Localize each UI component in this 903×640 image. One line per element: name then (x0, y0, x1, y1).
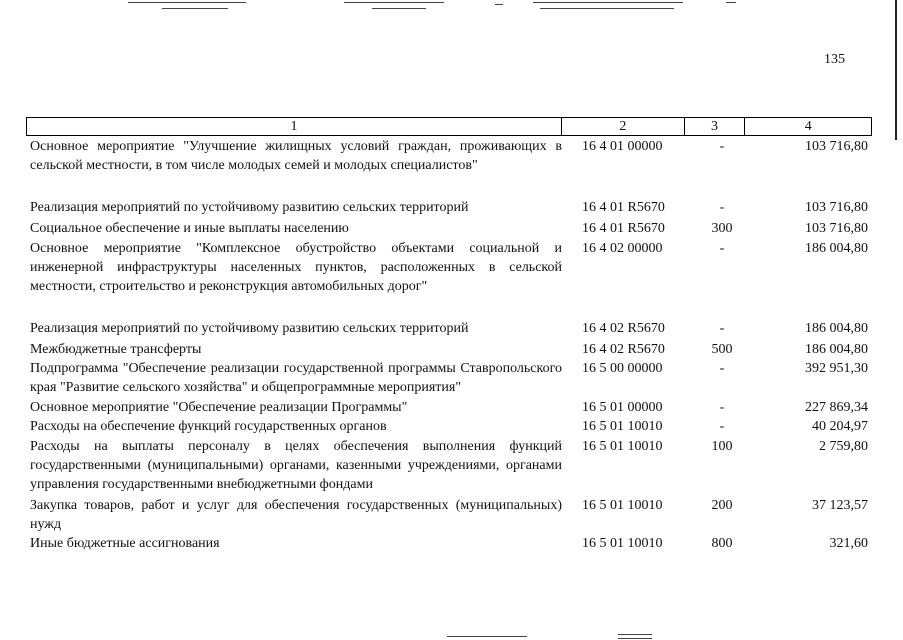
row-amount: 103 716,80 (805, 139, 868, 154)
scan-artifact-line (618, 634, 652, 635)
row-code: 16 5 01 10010 (582, 536, 663, 551)
page-number: 135 (824, 52, 845, 67)
row-amount: 40 204,97 (812, 419, 868, 434)
row-type: - (719, 419, 725, 434)
row-name: Реализация мероприятий по устойчивому развитию сельских территорий (30, 200, 469, 215)
table-row (30, 398, 872, 417)
row-name: Основное мероприятие "Улучшение жилищных условий граждан, проживающих в сельской местности, в том числе молодых семей и молодых специалистов" (30, 139, 562, 173)
row-name: Подпрограмма "Обеспечение реализации государственной программы Ставропольского края "Развитие сельского хозяйства" и общепрограммные мероприятия" (30, 361, 562, 395)
header-cell-4: 4 (745, 118, 872, 136)
header-cell-1: 1 (27, 118, 562, 136)
table-row (30, 417, 872, 436)
row-code: 16 4 02 R5670 (582, 321, 665, 336)
table-row (30, 340, 872, 359)
column-number-header (26, 117, 872, 136)
row-amount: 186 004,80 (805, 321, 868, 336)
scan-artifact-line (495, 4, 503, 5)
row-amount: 2 759,80 (819, 439, 868, 454)
budget-table-body (30, 137, 872, 553)
row-type: - (719, 400, 725, 415)
row-amount: 227 869,34 (805, 400, 868, 415)
table-row (30, 496, 872, 534)
scan-artifact-line (372, 8, 426, 9)
row-code: 16 5 01 10010 (582, 439, 663, 454)
scan-artifact-line (162, 8, 228, 9)
scan-artifact-line (618, 638, 652, 639)
row-type: 500 (711, 342, 733, 357)
scan-artifact-line (344, 2, 444, 3)
table-row (30, 534, 872, 553)
scan-artifact-line (540, 8, 674, 9)
row-name: Межбюджетные трансферты (30, 342, 202, 357)
row-name: Социальное обеспечение и иные выплаты населению (30, 221, 349, 236)
header-cell-2: 2 (562, 118, 685, 136)
row-code: 16 4 01 R5670 (582, 200, 665, 215)
row-code: 16 4 02 00000 (582, 241, 663, 256)
row-name: Основное мероприятие "Обеспечение реализации Программы" (30, 400, 408, 415)
table-row (30, 219, 872, 238)
row-type: - (719, 200, 725, 215)
row-type: 200 (711, 498, 733, 513)
row-name: Реализация мероприятий по устойчивому развитию сельских территорий (30, 321, 469, 336)
row-type: - (719, 139, 725, 154)
table-row (30, 137, 872, 175)
scan-artifact-line (128, 2, 246, 3)
scan-artifact-line (447, 636, 527, 637)
table-row (30, 437, 872, 494)
row-code: 16 5 01 10010 (582, 498, 663, 513)
row-name: Иные бюджетные ассигнования (30, 536, 220, 551)
row-name: Основное мероприятие "Комплексное обустройство объектами социальной и инженерной инфраструктуры населенных пунктов, расположенных в сельской местности, строительство и реконструкция автомобильных дорог" (30, 241, 562, 294)
row-name: Расходы на выплаты персоналу в целях обеспечения выполнения функций государственными (муниципальными) органами, казенными учреждениями, органами управления государственными внебюджетными фондами (30, 439, 562, 492)
table-row (30, 319, 872, 338)
header-row (27, 118, 872, 136)
row-type: 100 (711, 439, 733, 454)
row-code: 16 4 01 R5670 (582, 221, 665, 236)
row-amount: 321,60 (829, 536, 868, 551)
row-type: 300 (711, 221, 733, 236)
header-cell-3: 3 (684, 118, 745, 136)
row-type: - (719, 321, 725, 336)
row-code: 16 4 02 R5670 (582, 342, 665, 357)
row-type: - (719, 361, 725, 376)
table-row (30, 239, 872, 296)
row-name: Расходы на обеспечение функций государственных органов (30, 419, 387, 434)
row-code: 16 5 01 10010 (582, 419, 663, 434)
row-type: - (719, 241, 725, 256)
table-row (30, 359, 872, 397)
row-amount: 103 716,80 (805, 200, 868, 215)
row-amount: 392 951,30 (805, 361, 868, 376)
row-type: 800 (711, 536, 733, 551)
row-code: 16 5 01 00000 (582, 400, 663, 415)
row-amount: 103 716,80 (805, 221, 868, 236)
page-edge (895, 0, 897, 140)
row-code: 16 5 00 00000 (582, 361, 663, 376)
scan-artifact-line (726, 2, 736, 3)
row-amount: 186 004,80 (805, 241, 868, 256)
scan-artifact-line (533, 2, 683, 3)
row-code: 16 4 01 00000 (582, 139, 663, 154)
row-name: Закупка товаров, работ и услуг для обеспечения государственных (муниципальных) нужд (30, 498, 562, 532)
row-amount: 37 123,57 (812, 498, 868, 513)
row-amount: 186 004,80 (805, 342, 868, 357)
table-row (30, 198, 872, 217)
